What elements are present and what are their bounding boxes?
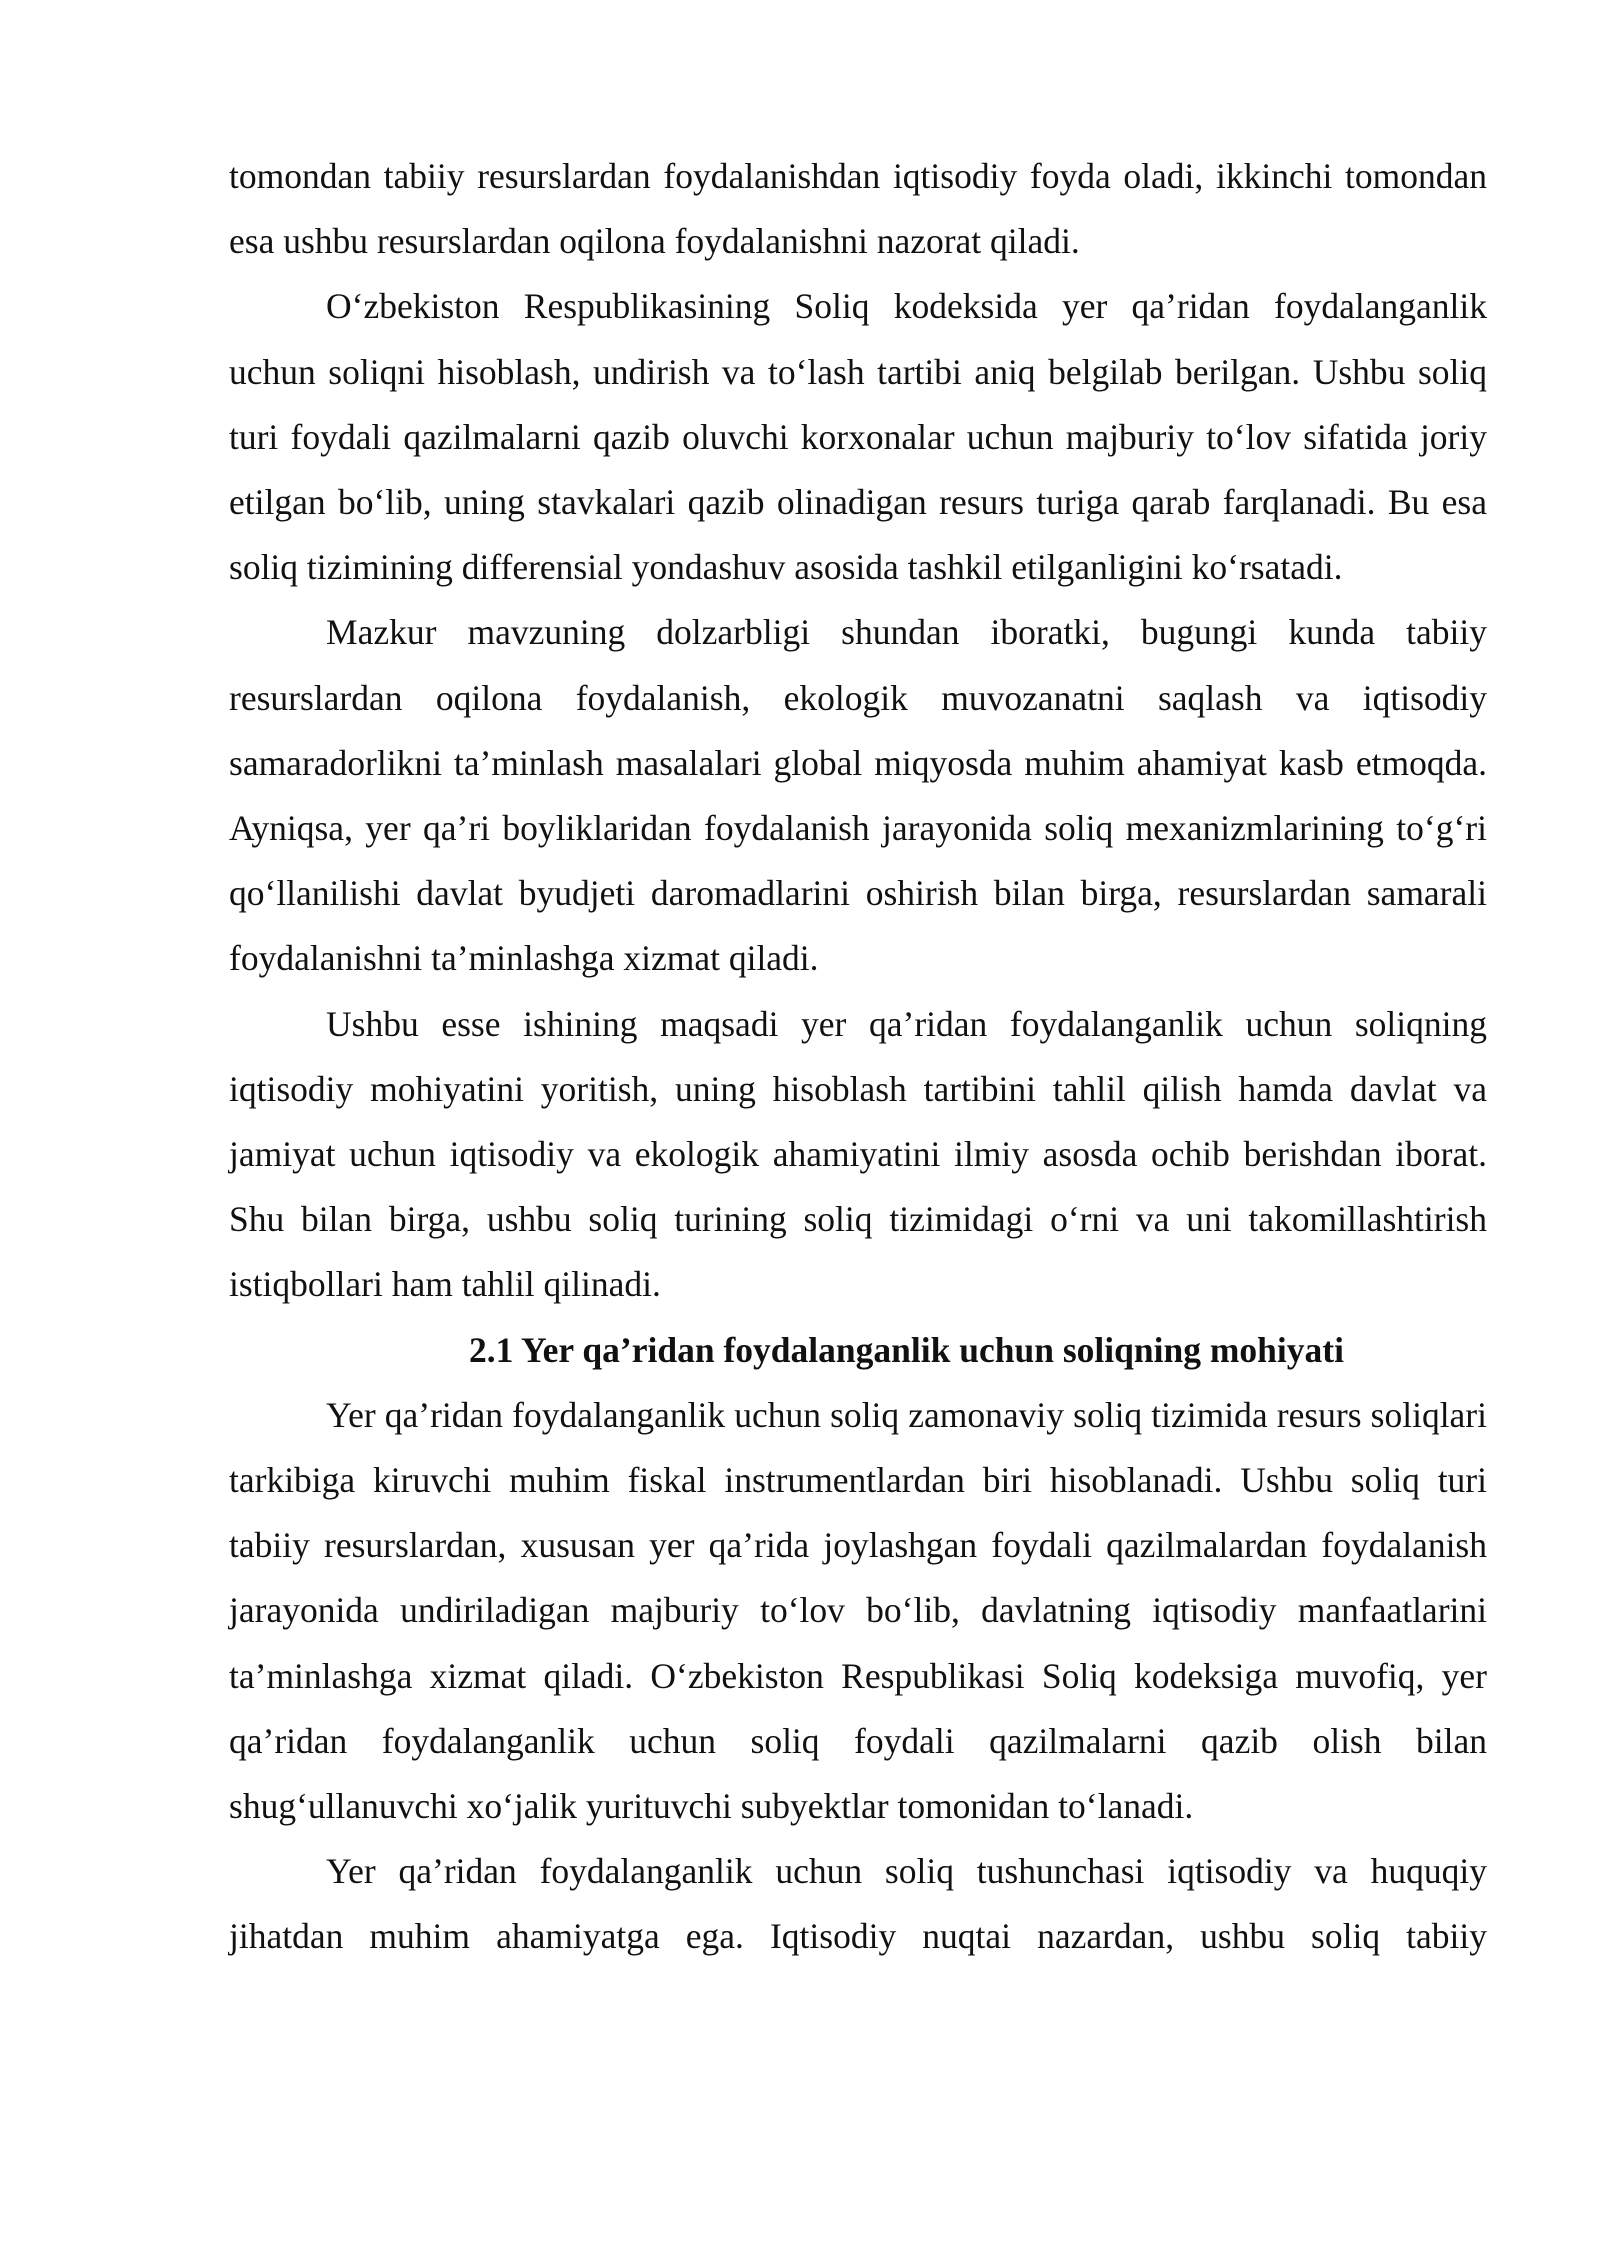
paragraph-tax-code: O‘zbekiston Respublikasining Soliq kodeksida yer qa’ridan foydalanganlik uchun soliqni hisoblash, undirish va to‘lash tartibi aniq belgilab berilgan. Ushbu soliq turi foydali qazilmalarni qazib oluvchi korxonalar uchun majburiy to‘lov sifatida joriy etilgan bo‘lib, uning stavkalari qazib olinadigan resurs turiga qarab farqlanadi. Bu esa soliq tizimining differensial yondashuv asosida tashkil etilganligini ko‘rsatadi. [229,286,1487,588]
section-heading: 2.1 Yer qa’ridan foydalanganlik uchun soliqning mohiyati [469,1329,1344,1370]
document-page [229,144,1487,1970]
paragraph-continuation: tomondan tabiiy resurslardan foydalanishdan iqtisodiy foyda oladi, ikkinchi tomondan esa ushbu resurslardan oqilona foydalanishni nazorat qiladi. [229,156,1487,262]
paragraph-relevance: Mazkur mavzuning dolzarbligi shundan iboratki, bugungi kunda tabiiy resurslardan oqilona foydalanish, ekologik muvozanatni saqlash va iqtisodiy samaradorlikni ta’minlash masalalari global miqyosda muhim ahamiyat kasb etmoqda. Ayniqsa, yer qa’ri boyliklaridan foydalanish jarayonida soliq mexanizmlarining to‘g‘ri qo‘llanilishi davlat byudjeti daromadlarini oshirish bilan birga, resurslardan samarali foydalanishni ta’minlashga xizmat qiladi. [229,612,1487,979]
paragraph-purpose: Ushbu esse ishining maqsadi yer qa’ridan foydalanganlik uchun soliqning iqtisodiy mohiyatini yoritish, uning hisoblash tartibini tahlil qilish hamda davlat va jamiyat uchun iqtisodiy va ekologik ahamiyatini ilmiy asosda ochib berishdan iborat. Shu bilan birga, ushbu soliq turining soliq tizimidagi o‘rni va uni takomillashtirish istiqbollari ham tahlil qilinadi. [229,1003,1487,1305]
paragraph-concept: Yer qa’ridan foydalanganlik uchun soliq tushunchasi iqtisodiy va huquqiy jihatdan muhim ahamiyatga ega. Iqtisodiy nuqtai nazardan, ushbu soliq tabiiy [229,1851,1487,1957]
paragraph-definition: Yer qa’ridan foydalanganlik uchun soliq zamonaviy soliq tizimida resurs soliqlari tarkibiga kiruvchi muhim fiskal instrumentlardan biri hisoblanadi. Ushbu soliq turi tabiiy resurslardan, xususan yer qa’rida joylashgan foydali qazilmalardan foydalanish jarayonida undiriladigan majburiy to‘lov bo‘lib, davlatning iqtisodiy manfaatlarini ta’minlashga xizmat qiladi. O‘zbekiston Respublikasi Soliq kodeksiga muvofiq, yer qa’ridan foydalanganlik uchun soliq foydali qazilmalarni qazib olish bilan shug‘ullanuvchi xo‘jalik yurituvchi subyektlar tomonidan to‘lanadi. [229,1394,1487,1827]
